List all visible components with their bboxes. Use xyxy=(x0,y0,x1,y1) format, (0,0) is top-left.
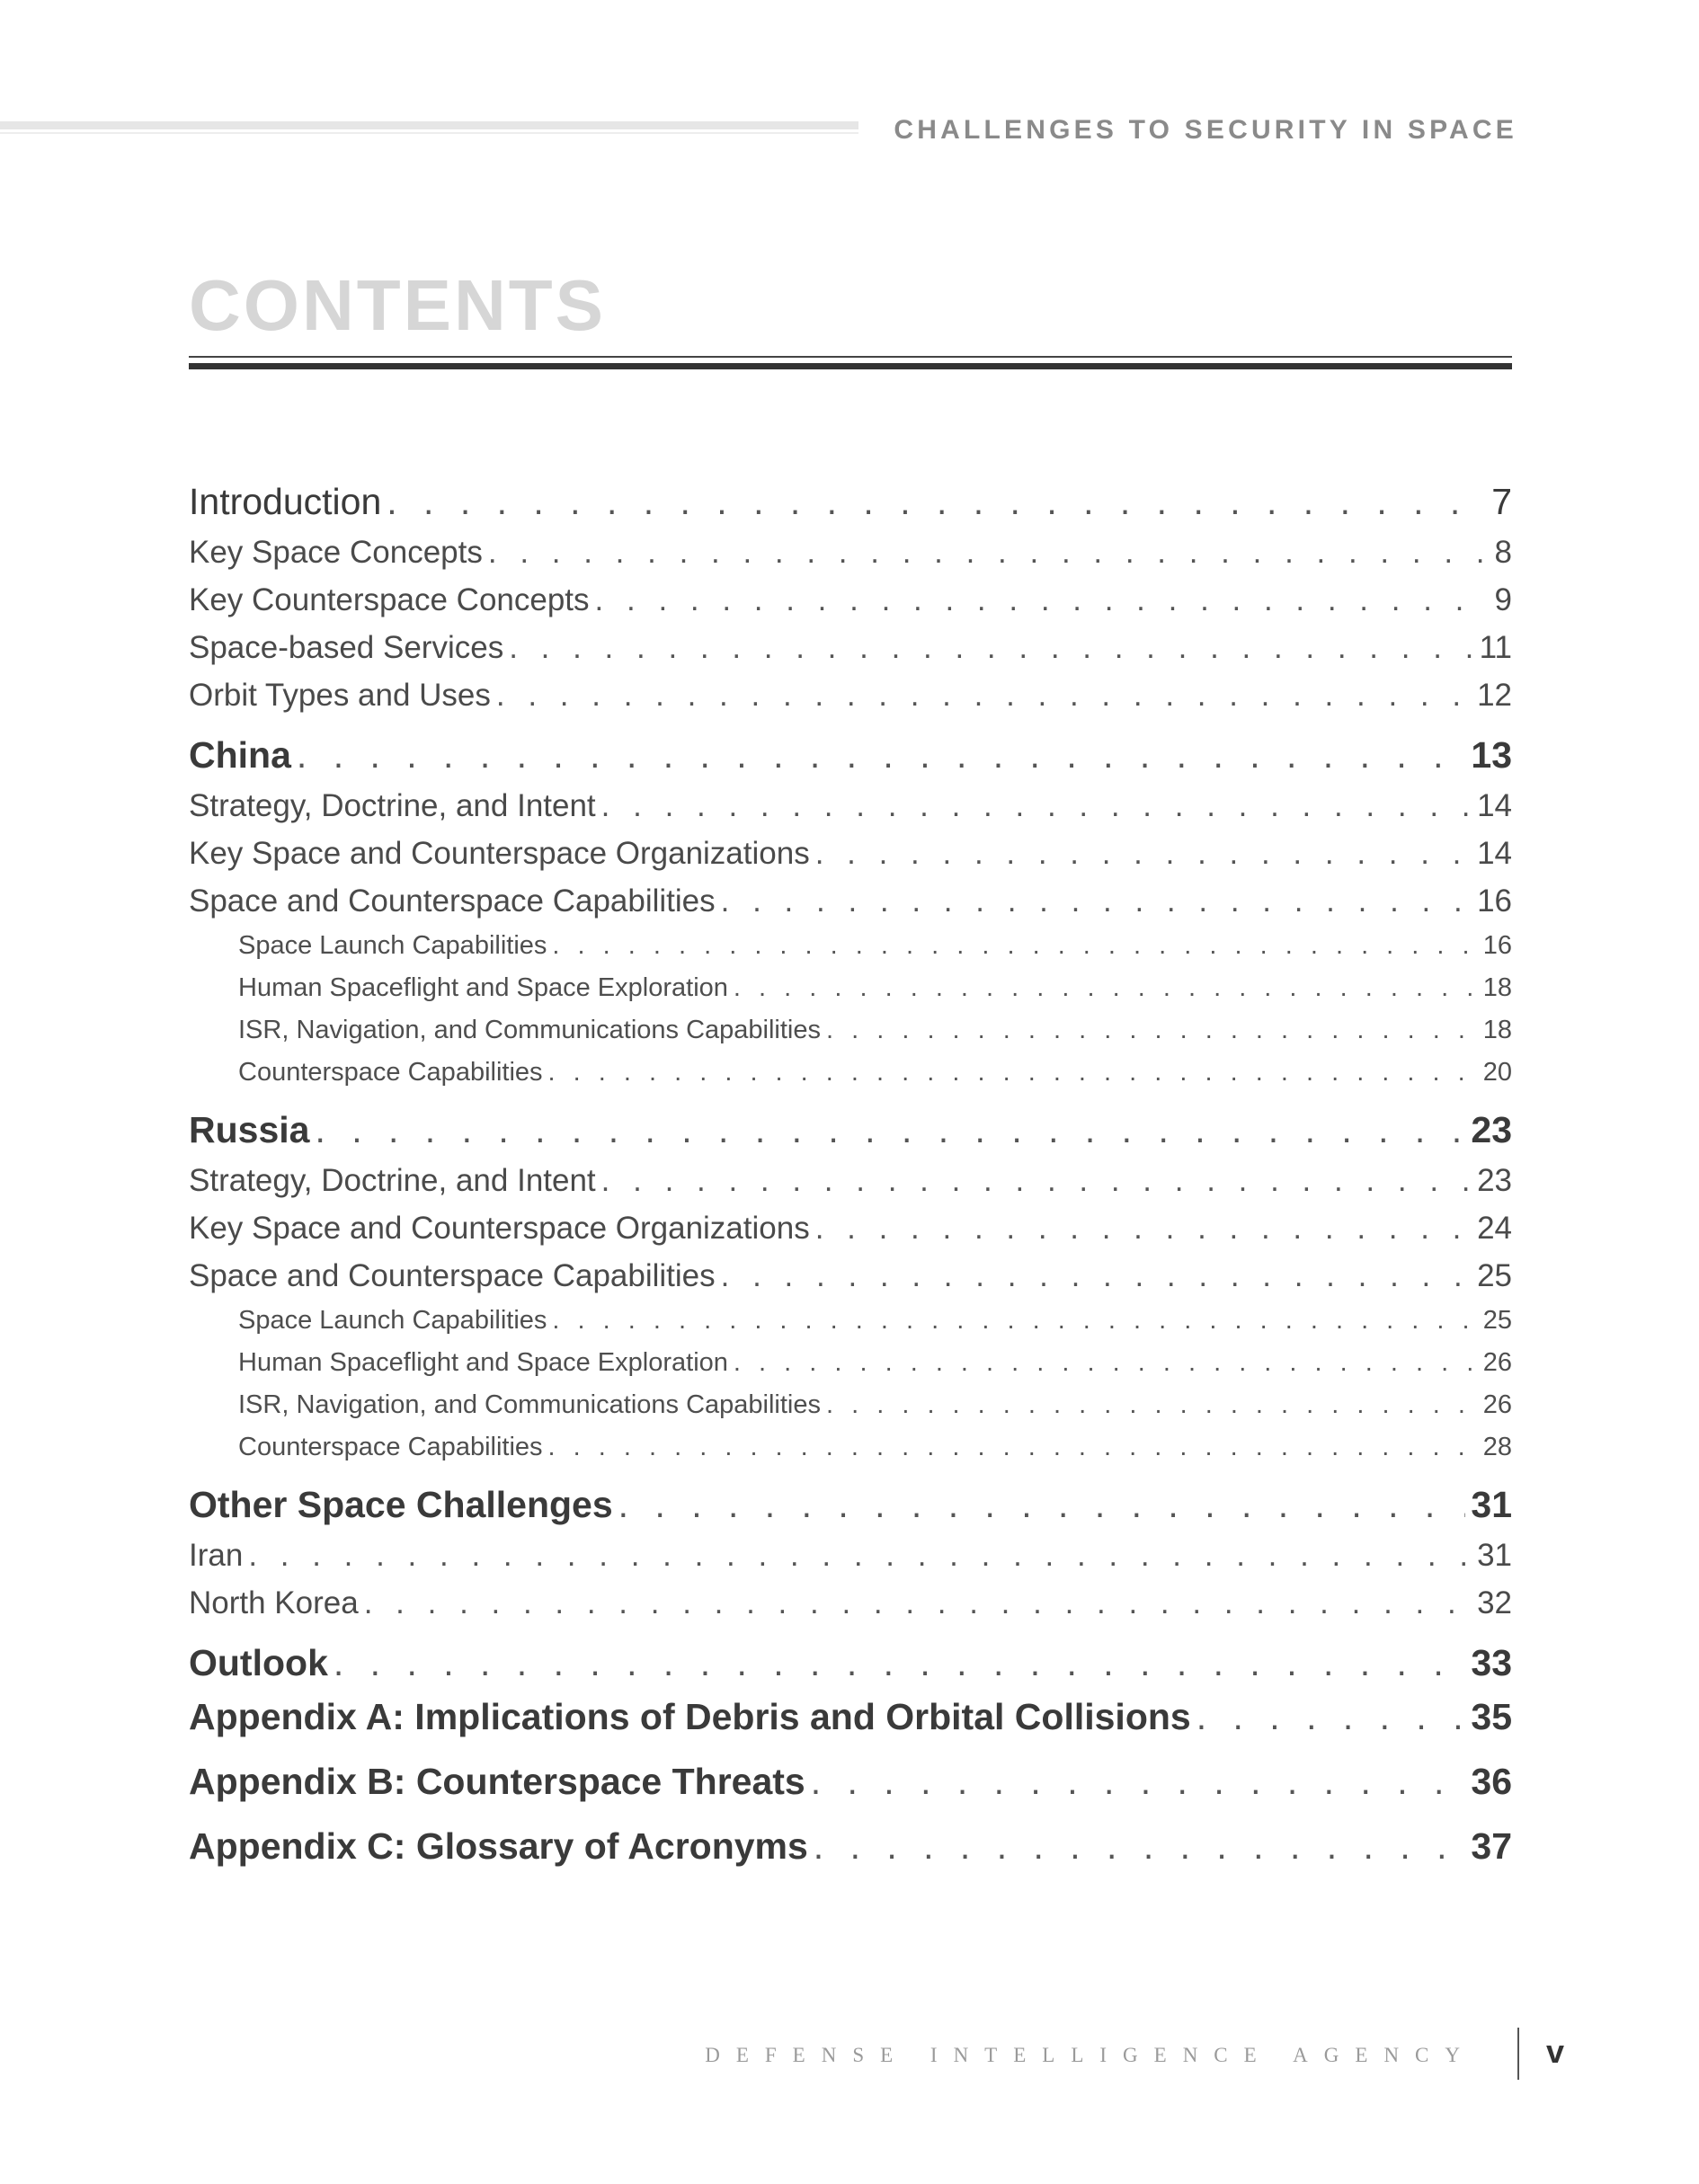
toc-entry-russia-launch[interactable] xyxy=(189,1306,1512,1348)
dot-leader xyxy=(601,788,1472,824)
toc-entry-page: 23 xyxy=(1471,1109,1512,1150)
toc-entry-label: ISR, Navigation, and Communications Capabilities xyxy=(238,1390,821,1419)
dot-leader xyxy=(811,1761,1466,1803)
toc-entry-label: Appendix C: Glossary of Acronyms xyxy=(189,1825,808,1867)
toc-entry-label: North Korea xyxy=(189,1585,359,1620)
dot-leader xyxy=(595,582,1490,618)
toc-entry-appendix-c[interactable] xyxy=(189,1825,1512,1890)
page-title: CONTENTS xyxy=(189,265,606,345)
toc-entry-label: Appendix A: Implications of Debris and Orbital Collisions xyxy=(189,1696,1191,1737)
toc-entry-label: Human Spaceflight and Space Exploration xyxy=(238,1348,728,1377)
toc-entry-label: Counterspace Capabilities xyxy=(238,1058,543,1087)
dot-leader xyxy=(1196,1696,1466,1738)
toc-entry-appendix-b[interactable] xyxy=(189,1761,1512,1825)
toc-entry-key-counterspace-concepts[interactable] xyxy=(189,582,1512,630)
toc-entry-page: 12 xyxy=(1477,678,1512,713)
dot-leader xyxy=(297,734,1465,777)
title-rule-thick xyxy=(189,363,1512,369)
toc-entry-china-strategy[interactable] xyxy=(189,788,1512,836)
table-of-contents xyxy=(189,481,1512,1890)
dot-leader xyxy=(248,1538,1472,1574)
toc-entry-label: Key Space and Counterspace Organizations xyxy=(189,836,810,871)
toc-entry-page: 13 xyxy=(1471,734,1512,776)
toc-entry-label: Strategy, Doctrine, and Intent xyxy=(189,1163,596,1198)
toc-entry-label: Introduction xyxy=(189,481,382,522)
toc-entry-page: 37 xyxy=(1471,1825,1512,1867)
dot-leader xyxy=(815,1211,1472,1247)
toc-entry-page: 18 xyxy=(1482,973,1512,1002)
toc-entry-page: 36 xyxy=(1471,1761,1512,1802)
toc-entry-page: 24 xyxy=(1477,1211,1512,1246)
toc-entry-china-organizations[interactable] xyxy=(189,836,1512,883)
toc-entry-space-based-services[interactable] xyxy=(189,630,1512,678)
toc-entry-label: Counterspace Capabilities xyxy=(238,1433,543,1461)
toc-entry-page: 11 xyxy=(1479,630,1512,665)
toc-entry-key-space-concepts[interactable] xyxy=(189,535,1512,582)
toc-entry-label: Space-based Services xyxy=(189,630,504,665)
toc-entry-label: Key Space and Counterspace Organizations xyxy=(189,1211,810,1246)
toc-entry-page: 26 xyxy=(1482,1348,1512,1377)
footer-divider xyxy=(1517,2028,1519,2080)
toc-entry-label: Space and Counterspace Capabilities xyxy=(189,1258,716,1293)
toc-entry-iran[interactable] xyxy=(189,1538,1512,1585)
dot-leader xyxy=(814,1825,1466,1868)
toc-entry-outlook[interactable] xyxy=(189,1642,1512,1696)
toc-entry-orbit-types[interactable] xyxy=(189,678,1512,725)
dot-leader xyxy=(826,1016,1478,1045)
toc-entry-page: 25 xyxy=(1482,1306,1512,1335)
page-number: v xyxy=(1546,2033,1565,2070)
dot-leader xyxy=(334,1642,1466,1684)
toc-entry-label: ISR, Navigation, and Communications Capabilities xyxy=(238,1016,821,1044)
dot-leader xyxy=(721,1258,1472,1294)
toc-entry-page: 20 xyxy=(1482,1058,1512,1087)
toc-entry-label: Other Space Challenges xyxy=(189,1484,613,1525)
dot-leader xyxy=(548,1058,1478,1088)
dot-leader xyxy=(364,1585,1472,1621)
toc-entry-russia-organizations[interactable] xyxy=(189,1211,1512,1258)
toc-entry-page: 18 xyxy=(1482,1016,1512,1044)
toc-entry-china-isr[interactable] xyxy=(189,1016,1512,1058)
dot-leader xyxy=(601,1163,1472,1199)
running-head: CHALLENGES TO SECURITY IN SPACE xyxy=(894,115,1517,145)
dot-leader xyxy=(721,883,1472,919)
toc-entry-label: Appendix B: Counterspace Threats xyxy=(189,1761,805,1802)
toc-entry-label: Russia xyxy=(189,1109,310,1150)
toc-entry-page: 16 xyxy=(1477,883,1512,919)
toc-entry-russia-capabilities[interactable] xyxy=(189,1258,1512,1306)
footer-agency-name: DEFENSE INTELLIGENCE AGENCY xyxy=(705,2044,1476,2066)
toc-entry-label: Key Counterspace Concepts xyxy=(189,582,590,617)
dot-leader xyxy=(826,1390,1478,1420)
toc-entry-page: 25 xyxy=(1477,1258,1512,1293)
toc-entry-appendix-a[interactable] xyxy=(189,1696,1512,1761)
toc-entry-page: 31 xyxy=(1471,1484,1512,1525)
toc-entry-russia[interactable] xyxy=(189,1109,1512,1163)
toc-entry-page: 28 xyxy=(1482,1433,1512,1461)
toc-entry-page: 31 xyxy=(1477,1538,1512,1573)
toc-entry-page: 9 xyxy=(1494,582,1512,617)
toc-entry-russia-isr[interactable] xyxy=(189,1390,1512,1433)
toc-entry-north-korea[interactable] xyxy=(189,1585,1512,1633)
toc-entry-page: 14 xyxy=(1477,836,1512,871)
dot-leader xyxy=(548,1433,1478,1462)
toc-entry-page: 26 xyxy=(1482,1390,1512,1419)
toc-entry-label: Iran xyxy=(189,1538,244,1573)
dot-leader xyxy=(488,535,1490,571)
dot-leader xyxy=(618,1484,1466,1526)
toc-entry-china-human-spaceflight[interactable] xyxy=(189,973,1512,1016)
toc-entry-page: 7 xyxy=(1491,481,1512,522)
toc-entry-china-launch[interactable] xyxy=(189,931,1512,973)
toc-entry-page: 32 xyxy=(1477,1585,1512,1620)
toc-entry-label: Strategy, Doctrine, and Intent xyxy=(189,788,596,823)
toc-entry-label: Key Space Concepts xyxy=(189,535,483,570)
toc-entry-page: 35 xyxy=(1471,1696,1512,1737)
dot-leader xyxy=(734,1348,1478,1378)
dot-leader xyxy=(509,630,1473,666)
toc-entry-other-challenges[interactable] xyxy=(189,1484,1512,1538)
toc-entry-china[interactable] xyxy=(189,734,1512,788)
toc-entry-label: Orbit Types and Uses xyxy=(189,678,491,713)
dot-leader xyxy=(734,973,1478,1003)
toc-entry-russia-counterspace[interactable] xyxy=(189,1433,1512,1475)
toc-entry-page: 16 xyxy=(1482,931,1512,960)
dot-leader xyxy=(496,678,1472,714)
toc-entry-label: Space and Counterspace Capabilities xyxy=(189,883,716,919)
header-rule xyxy=(0,121,858,135)
header-rule-thin xyxy=(0,132,858,134)
toc-entry-label: Outlook xyxy=(189,1642,328,1683)
toc-entry-label: Human Spaceflight and Space Exploration xyxy=(238,973,728,1002)
toc-entry-russia-human-spaceflight[interactable] xyxy=(189,1348,1512,1390)
dot-leader xyxy=(387,481,1486,523)
toc-entry-russia-strategy[interactable] xyxy=(189,1163,1512,1211)
dot-leader xyxy=(552,931,1477,961)
header-rule-thick xyxy=(0,121,858,129)
toc-entry-label: Space Launch Capabilities xyxy=(238,1306,547,1335)
toc-entry-china-counterspace[interactable] xyxy=(189,1058,1512,1100)
dot-leader xyxy=(552,1306,1477,1336)
toc-entry-page: 14 xyxy=(1477,788,1512,823)
toc-entry-label: China xyxy=(189,734,291,776)
dot-leader xyxy=(315,1109,1465,1151)
title-rule-thin xyxy=(189,356,1512,358)
toc-entry-page: 33 xyxy=(1471,1642,1512,1683)
toc-entry-label: Space Launch Capabilities xyxy=(238,931,547,960)
toc-entry-page: 23 xyxy=(1477,1163,1512,1198)
toc-entry-introduction[interactable] xyxy=(189,481,1512,535)
dot-leader xyxy=(815,836,1472,872)
toc-entry-china-capabilities[interactable] xyxy=(189,883,1512,931)
toc-entry-page: 8 xyxy=(1494,535,1512,570)
